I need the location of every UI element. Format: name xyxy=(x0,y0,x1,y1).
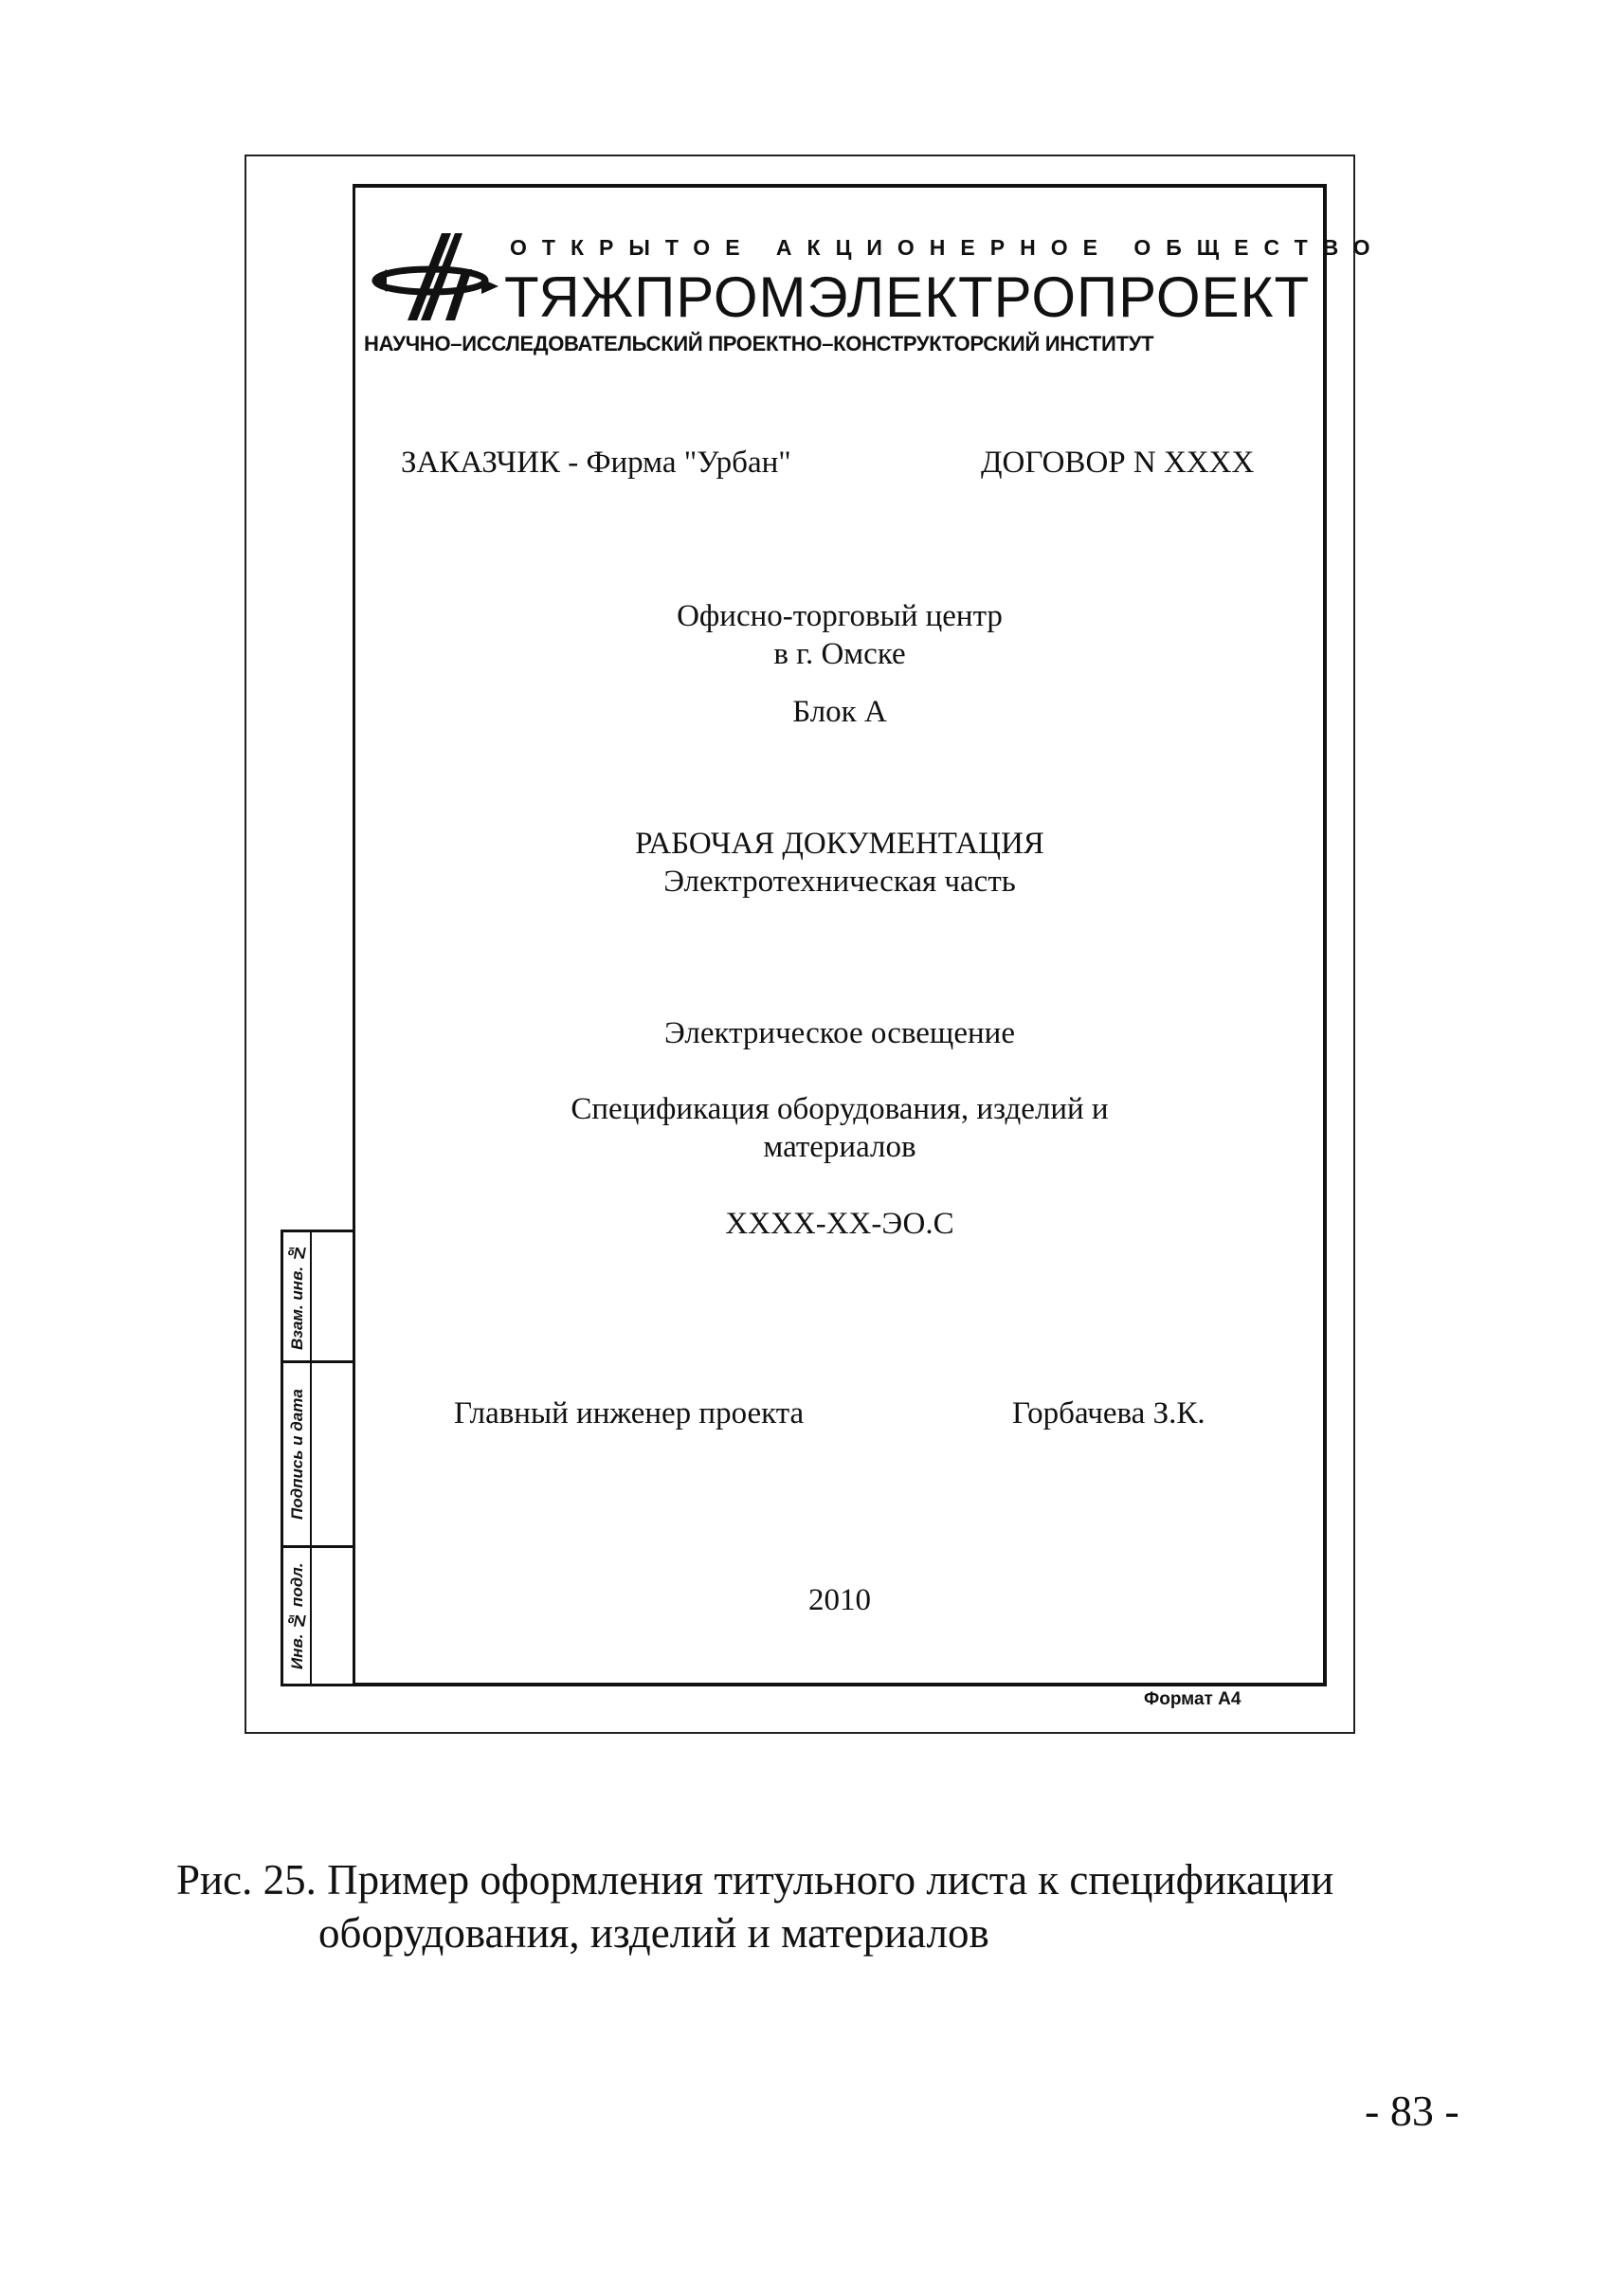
section-title: Электрическое освещение xyxy=(664,1016,1015,1050)
format-label: Формат А4 xyxy=(1144,1689,1241,1709)
org-subtitle: НАУЧНО–ИССЛЕДОВАТЕЛЬСКИЙ ПРОЕКТНО–КОНСТРУКТОРСКИЙ ИНСТИТУТ xyxy=(364,332,1154,355)
stamp-inv-orig: Инв. № подл. xyxy=(288,1562,306,1669)
page-number: - 83 - xyxy=(1365,2086,1459,2135)
org-name: ТЯЖПРОМЭЛЕКТРОПРОЕКТ xyxy=(504,265,1311,329)
project-line-1: Офисно-торговый центр xyxy=(677,599,1003,633)
caption-line-2: оборудования, изделий и материалов xyxy=(318,1909,989,1957)
signature-role: Главный инженер проекта xyxy=(454,1396,805,1430)
spec-line-1: Спецификация оборудования, изделий и xyxy=(571,1092,1109,1126)
stamp-inv-replace: Взам. инв. № xyxy=(288,1244,306,1351)
documentation-subtitle: Электротехническая часть xyxy=(663,865,1016,899)
document-code: XXXX-XX-ЭО.С xyxy=(725,1207,954,1241)
project-line-2: в г. Омске xyxy=(773,637,906,671)
spec-line-2: материалов xyxy=(763,1130,916,1164)
margin-stamp xyxy=(281,1230,353,1686)
figure-caption xyxy=(176,1853,1333,1959)
stamp-column-line xyxy=(310,1232,312,1684)
org-type: ОТКРЫТОЕ АКЦИОНЕРНОЕ ОБЩЕСТВО xyxy=(510,235,1386,260)
signature-name: Горбачева З.К. xyxy=(1012,1396,1205,1430)
project-block: Блок А xyxy=(792,695,887,729)
stamp-sign-date: Подпись и дата xyxy=(288,1389,306,1520)
customer: ЗАКАЗЧИК - Фирма "Урбан" xyxy=(401,446,791,480)
company-logo-icon xyxy=(368,231,502,322)
contract-number: ДОГОВОР N XXXX xyxy=(981,446,1255,480)
caption-line-1: Рис. 25. Пример оформления титульного листа к спецификации xyxy=(176,1856,1334,1904)
year: 2010 xyxy=(808,1583,871,1617)
documentation-title: РАБОЧАЯ ДОКУМЕНТАЦИЯ xyxy=(635,827,1044,861)
inner-frame xyxy=(353,184,1327,1686)
